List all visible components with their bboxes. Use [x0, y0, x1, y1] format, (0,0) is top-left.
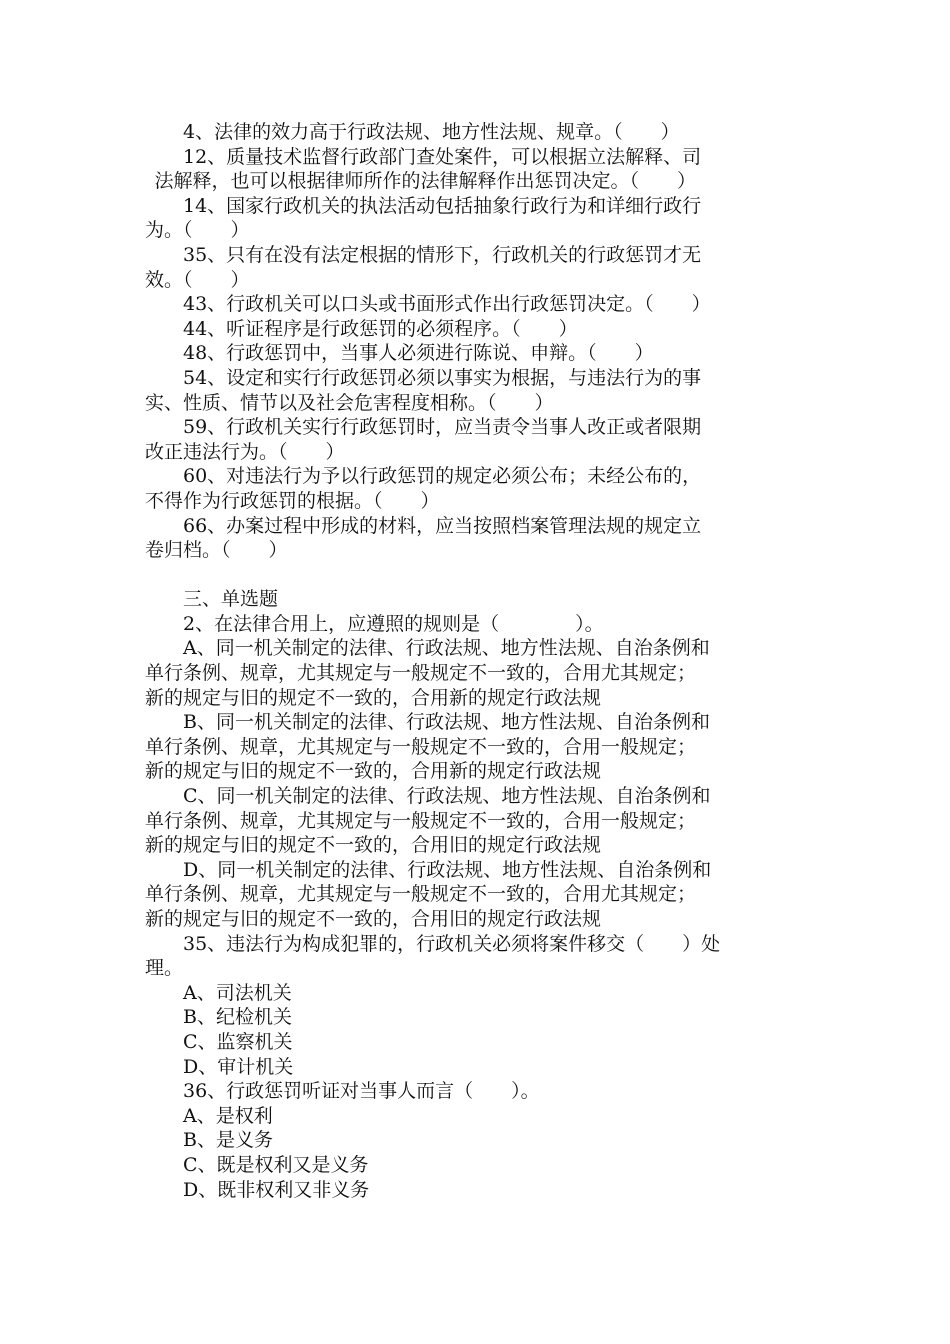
text-line: 14、国家行政机关的执法活动包括抽象行政行为和详细行政行	[183, 194, 702, 217]
text-line: 卷归档。（ ）	[145, 539, 288, 562]
text-line: 单行条例、规章，尤其规定与一般规定不一致的，合用一般规定；	[145, 809, 697, 832]
text-line: 单行条例、规章，尤其规定与一般规定不一致的，合用尤其规定；	[145, 662, 697, 685]
text-line: 单行条例、规章，尤其规定与一般规定不一致的，合用一般规定；	[145, 735, 697, 758]
text-line: 54、设定和实行行政惩罚必须以事实为根据，与违法行为的事	[183, 366, 702, 389]
option-a: A、司法机关	[183, 981, 292, 1004]
text-line: 法解释，也可以根据律师所作的法律解释作出惩罚决定。（ ）	[154, 170, 697, 193]
document-body	[145, 120, 810, 1202]
question-35	[145, 932, 810, 1080]
question-36	[145, 1079, 810, 1202]
tf-item-14	[145, 194, 810, 243]
question-stem: 36、行政惩罚听证对当事人而言（ ）。	[183, 1080, 540, 1103]
text-line: 新的规定与旧的规定不一致的，合用旧的规定行政法规	[145, 834, 602, 857]
text-line: 新的规定与旧的规定不一致的，合用新的规定行政法规	[145, 686, 602, 709]
tf-item-43	[145, 292, 810, 317]
text-line: 为。（ ）	[145, 219, 250, 242]
text-line: D、同一机关制定的法律、行政法规、地方性法规、自治条例和	[183, 858, 712, 881]
tf-item-44	[145, 317, 810, 342]
tf-item-35	[145, 243, 810, 292]
question-stem	[145, 932, 810, 981]
text-line: 66、办案过程中形成的材料，应当按照档案管理法规的规定立	[183, 514, 702, 537]
text-line: 实、性质、情节以及社会危害程度相称。（ ）	[145, 391, 554, 414]
tf-item-48	[145, 341, 810, 366]
option-b: B、纪检机关	[183, 1006, 292, 1029]
option-d: D、既非权利又非义务	[183, 1178, 370, 1201]
text-line: 43、行政机关可以口头或书面形式作出行政惩罚决定。（ ）	[183, 293, 711, 316]
text-line: 48、行政惩罚中，当事人必须进行陈说、申辩。（ ）	[183, 342, 654, 365]
option-d: D、审计机关	[183, 1055, 294, 1078]
tf-item-12	[145, 145, 810, 194]
option-b	[145, 710, 810, 784]
true-false-section	[145, 120, 810, 563]
tf-item-4	[145, 120, 810, 145]
text-line: 改正违法行为。（ ）	[145, 440, 345, 463]
text-line: 12、质量技术监督行政部门查处案件，可以根据立法解释、司	[183, 145, 702, 168]
text-line: 单行条例、规章，尤其规定与一般规定不一致的，合用尤其规定；	[145, 883, 697, 906]
section-title: 三、单选题	[183, 588, 279, 611]
text-line: 新的规定与旧的规定不一致的，合用新的规定行政法规	[145, 760, 602, 783]
text-line: 59、行政机关实行行政惩罚时，应当责令当事人改正或者限期	[183, 416, 702, 439]
text-line: 理。	[145, 957, 184, 980]
text-line: 35、违法行为构成犯罪的，行政机关必须将案件移交（ ）处	[183, 932, 721, 955]
text-line: 4、法律的效力高于行政法规、地方性法规、规章。（ ）	[183, 121, 680, 143]
text-line: 60、对违法行为予以行政惩罚的规定必须公布；未经公布的，	[183, 465, 702, 488]
question-2	[145, 612, 810, 932]
option-c: C、监察机关	[183, 1030, 293, 1053]
option-a: A、是权利	[183, 1104, 273, 1127]
tf-item-54	[145, 366, 810, 415]
option-d	[145, 858, 810, 932]
option-c	[145, 784, 810, 858]
question-stem: 2、在法律合用上，应遵照的规则是（ ）。	[183, 612, 604, 635]
text-line: 35、只有在没有法定根据的情形下，行政机关的行政惩罚才无	[183, 243, 702, 266]
option-a	[145, 636, 810, 710]
option-b: B、是义务	[183, 1129, 273, 1152]
text-line: 效。（ ）	[145, 268, 250, 291]
option-c: C、既是权利又是义务	[183, 1153, 369, 1176]
tf-item-59	[145, 415, 810, 464]
text-line: C、同一机关制定的法律、行政法规、地方性法规、自治条例和	[183, 785, 711, 808]
tf-item-60	[145, 464, 810, 513]
tf-item-66	[145, 514, 810, 563]
text-line: 新的规定与旧的规定不一致的，合用旧的规定行政法规	[145, 908, 602, 930]
text-line: 44、听证程序是行政惩罚的必须程序。（ ）	[183, 317, 578, 340]
text-line: B、同一机关制定的法律、行政法规、地方性法规、自治条例和	[183, 711, 710, 734]
text-line: A、同一机关制定的法律、行政法规、地方性法规、自治条例和	[183, 637, 710, 660]
text-line: 不得作为行政惩罚的根据。（ ）	[145, 489, 440, 512]
